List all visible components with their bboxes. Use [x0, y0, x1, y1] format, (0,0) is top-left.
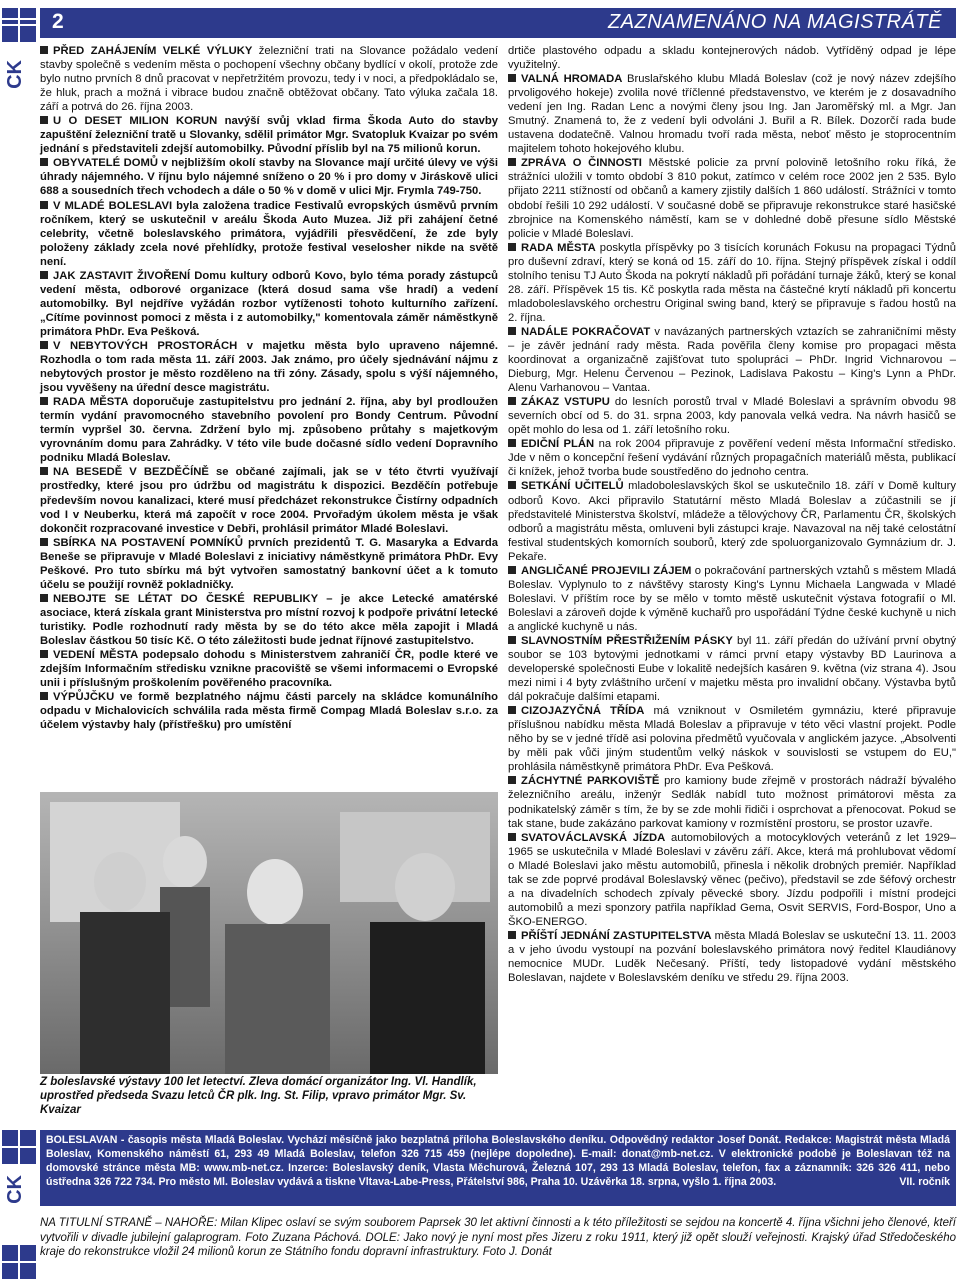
bullet-square-icon: [508, 74, 516, 82]
bullet-square-icon: [40, 467, 48, 475]
news-item-text: do lesních porostů trval v Mladé Boleslavi a správním obvodu 98 severních obcí od 5. do 31. srpna 2003, kdy panovala velká vedra. Na návrh hasičů se opět mohlo do lesa od 1. září letošního roku.: [508, 396, 956, 437]
bullet-square-icon: [508, 439, 516, 447]
news-item: [508, 325, 956, 395]
crosshair-mark-top: [0, 0, 40, 40]
news-item-heading: NADÁLE POKRAČOVAT: [521, 325, 651, 338]
news-item-text: byl 11. září předán do užívání první obytný soubor se 103 bytovými jednotkami v rámci první etapy výstavby BD Laurinova a developerské společnosti Eube v lokalitě nedejších kasáren 9. května (viz strana 4). Jsou mezi nimi i 4 byty zvláštního určení v majetku města pro invalidní občany. Výstavba bytů dál pokračuje dalšími etapami.: [508, 634, 956, 704]
news-item-heading: VALNÁ HROMADA: [521, 73, 623, 86]
bullet-square-icon: [40, 692, 48, 700]
news-item: [508, 704, 956, 774]
news-item-heading: OBYVATELÉ DOMŮ: [53, 157, 158, 170]
news-item-heading: EDIČNÍ PLÁN: [521, 438, 595, 451]
news-item: [40, 465, 498, 535]
news-item-text: v navázaných partnerských vztazích se zahraničními městy – je závěr jednání rady města. Rada pověřila členy komise pro propagaci města koordinovat a organizačně zajišťovat tuto spolupráci – PhDr. Ingrid Vichnarovou – Dieburg, Mgr. Helenu Červenou – Pezinok, Ladislava Pakostu – King's Lynn a PhDr. Alenu Varhanovou – Vantaa.: [508, 325, 956, 395]
news-item-text: mladoboleslavských škol se uskutečnilo 18. září v Domě kultury odborů Kovo. Akci připravilo Statutární město Mladá Boleslav a zúčastnili se jí představitelé Ministerstva školství, mládeže a tělovýchovy ČR, Parlamentu ČR, školských odborů a magistrátu města, omluveni byli zástupci kraje. Navazoval na něj také celostátní festival studentských komorních souborů, který zde spoluorganizovalo Gymnázium dr. J. Pekaře.: [508, 480, 957, 563]
news-item-heading: PŘED ZAHÁJENÍM VELKÉ VÝLUKY: [53, 45, 253, 57]
volume-label: VII. ročník: [899, 1176, 950, 1188]
news-item: [508, 831, 956, 929]
news-item-text: ve formě bezplatného nájmu části parcely na skládce komunálního odpadu v Michalovicích schválila rada města firmě Compag Mladá Boleslav s.r.o. za účelem výstavby haly (přístřešku) pro umístění: [40, 691, 498, 732]
news-item-text: Bruslařského klubu Mladá Boleslav (což je nový název zdejšího prvoligového hokeje) zvolila nové tříčlenné představenstvo, ve kterém je z dosavadního vedení jen Ing. Radan Lenc a novými členy jsou Ing. Jan Jaroměřský ml. a Mgr. Jan Smutný. Znamená to, že z vedení byli odvoláni J. Buřil a R. Bílek. Dozorčí rada bude ustavena dodatečně. Valnou hromadu tvoří rada města, neboť město je stoprocentním majitelem tohoto hokejového klubu.: [508, 73, 956, 156]
news-item: [508, 241, 956, 325]
side-label-top: CK: [4, 60, 26, 89]
right-column: [508, 44, 956, 985]
bullet-square-icon: [40, 341, 48, 349]
bullet-square-icon: [508, 833, 516, 841]
header-bar: [40, 8, 956, 38]
bullet-square-icon: [40, 271, 48, 279]
bullet-square-icon: [508, 636, 516, 644]
photo-illustration: [40, 792, 498, 1074]
masthead-info-box: [40, 1130, 956, 1206]
news-item-text: Městské policie za první polovině letošního roku říká, že strážníci uložili v tomto období 3 810 pokut, zatímco v celém roce 2002 jen 2 535. Bylo přijato 2211 stížností od občanů a kamery zjistily dalších 1 860 událostí. Strážníci v tomto období řešili 10 292 událostí. V současné době se připravuje rekonstrukce staré hasičské zbrojnice na Komenského náměstí, kam se v dohledné době přesune sídlo Městské policie v Mladé Boleslavi.: [508, 157, 956, 240]
news-item: [508, 395, 956, 437]
news-item-text: – je akce Letecké amatérské asociace, která získala grant Ministerstva pro místní rozvoj k podpoře privátní letecké turistiky. Podle rozhodnutí rady města by se do této akce měla zapojit i Mladá Boleslav částkou 50 tisíc Kč. O této záležitosti bude jednat říjnové zastupitelstvo.: [40, 592, 498, 647]
news-item-text: byla založena tradice Festivalů evropských úsměvů prvním ročníkem, který se uskutečnil v areálu Škoda Auto Muzea. Již při zahájení četné celebrity, včetně boleslavského primátora, vyjádřili přesvědčení, že zde byly položeny základy zcela nové přehlídky, protože festival veselosher nikde na světě není.: [40, 199, 499, 268]
news-item-text: doporučuje zastupitelstvu pro jednání 2. října, aby byl prodloužen termín vydání pravomocného stavebního povolení pro Bondy Centrum. Původní termín vypršel 30. června. Zdržení bylo mj. způsobeno průtahy s majetkovým vyrovnáním domu para Zahrádky. V této vile bude dočasné sídlo vedení Dopravního podniku Mladá Boleslav.: [40, 396, 498, 465]
bullet-square-icon: [40, 594, 48, 602]
bullet-square-icon: [508, 776, 516, 784]
page-number: 2: [52, 10, 64, 33]
news-item-text: automobilových a motocyklových veteránů z let 1929–1965 se uskutečnila v Mladé Boleslavi v závěru září. Akce, která má prohlubovat vědomí o Mladé Boleslavi jako městu automobilů, přinesla i několik drobných premiér. Například tak se zde poprvé prodával Boleslavský věnec (pečivo), představil se zde šéfový orchestr a na divadelních schodech zpívaly pěvecké sbory. Jízdu podpořili i místní prodejci automobilů a mezi sponzory patřila například Gema, Osvit SERVIS, Ford-Bospor, Uno a ŠKO-ENERGO.: [508, 831, 956, 928]
news-item: [40, 44, 498, 114]
news-item: [508, 156, 956, 240]
corner-squares-bottom: [2, 1245, 38, 1281]
news-item-heading: RADA MĚSTA: [53, 396, 129, 409]
news-item-text: se občané zajímali, jak se v této čtvrti využívají prostředky, které jsou pro údržbu od magistrátu k dispozici. Bezděčín potřebuje především novou kanalizaci, které musí předcházet rekonstrukce Čistírny odpadních vod I v Neuberku, která má započít v roce 2004. Prvořadým úkolem města je však dokončit rozpracované investice v Debři, prohlásil primátor Mladé Boleslavi.: [40, 466, 499, 535]
news-item-heading: PŘÍŠTÍ JEDNÁNÍ ZASTUPITELSTVA: [521, 929, 712, 942]
corner-squares-mid: [2, 1130, 38, 1166]
news-item: [508, 929, 956, 985]
cover-caption: NA TITULNÍ STRANĚ – NAHOŘE: Milan Klipec oslaví se svým souborem Paprsek 30 let aktivní činnosti a k této příležitosti se sejdou na koncertě 4. října všichni jeho členové, kteří vytvořili v divadle jubilejní galaprogram. Foto Zuzana Páchová. DOLE: Jako nový je nyní most přes Jizeru z roku 1911, který již opět slouží veřejnosti. Krajský úřad Středočeského kraje do rekonstrukce vložil 24 milionů korun ze Státního fondu dopravní infrastruktury. Foto J. Donát: [40, 1217, 956, 1258]
news-item-text: podepsalo dohodu s Ministerstvem zahraničí ČR, podle které ve zdejším Informačním středisku vznikne pracoviště se všemi informacemi o Evropské unii i příslušným proškolením pověřeného pracovníka.: [40, 649, 498, 690]
news-item: [40, 156, 498, 198]
news-item: [40, 395, 498, 465]
news-item-text: drtiče plastového odpadu a skladu kontejnerových nádob. Vytříděný odpad je lépe využitelný.: [508, 45, 956, 72]
news-item-heading: V MLADÉ BOLESLAVI: [53, 199, 173, 212]
news-item-text: o pokračování partnerských vztahů s městem Mladá Boleslav. Vyplynulo to z návštěvy starosty King's Lynnu Michaela Langwada v Mladé Boleslavi. V příštím roce by se mělo v tomto městě uskutečnit výstava fotografií o Ml. Boleslavi a zároveň dojde k výměně kuchařů pro uspořádání Týdne české kuchyně u nich a anglické kuchyně u nás.: [508, 564, 956, 633]
news-item: [508, 479, 956, 563]
news-item: [508, 44, 956, 72]
news-item-heading: CIZOJAZYČNÁ TŘÍDA: [521, 705, 645, 718]
masthead-text: BOLESLAVAN - časopis města Mladá Boleslav. Vychází měsíčně jako bezplatná příloha Boleslavského deníku. Odpovědný redaktor Josef Donát. Redakce: Magistrát města Mladá Boleslav, Komenského náměstí 61, 293 49 Mladá Boleslav, telefon 326 715 459 (nejlépe dopoledne). E-mail: donat@mb-net.cz. V elektronické podobě je Boleslavan též na domovské stránce města MB: www.mb-net.cz. Inzerce: Boleslavský deník, Vlasta Měchurová, Železná 107, 293 13 Mladá Boleslav, telefon, fax a záznamník: 326 326 411, nebo ústředna 326 722 734. Pro město Ml. Boleslav vydává a tiskne Vltava-Labe-Press, Přátelství 986, Praha 10. Uzávěrka 18. srpna, vyšlo 1. října 2003.: [46, 1134, 950, 1188]
news-item-text: navýší svůj vklad firma Škoda Auto do stavby zapuštění železniční tratě u Slovanky, sdělil primátor Mgr. Svatopluk Kvaizar po svém jednání s představiteli zdejší automobilky. Původní příslib byl na 75 milionů korun.: [40, 115, 498, 156]
news-item-heading: NEBOJTE SE LÉTAT DO ČESKÉ REPUBLIKY: [53, 592, 318, 605]
news-item-heading: SBÍRKA NA POSTAVENÍ POMNÍKŮ: [53, 536, 243, 549]
news-item: [40, 269, 498, 339]
bullet-square-icon: [40, 201, 48, 209]
news-item-heading: VEDENÍ MĚSTA: [53, 649, 138, 662]
news-item: [40, 648, 498, 690]
news-item-text: města Mladá Boleslav se uskuteční 13. 11. 2003 a v jeho úvodu vystoupí na pozvání boleslavského primátora nový ředitel Klaudiánovy nemocnice MUDr. Luděk Nečesaný. Příští, tedy listopadové vydání městského Boleslavan, najdete v Boleslavském deníku ve středu 29. října 2003.: [508, 929, 956, 985]
photo-caption: Z boleslavské výstavy 100 let letectví. Zleva domácí organizátor Ing. Vl. Handlík, uprostřed předseda Svazu letců ČR plk. Ing. St. Filip, vpravo primátor Mgr. Sv. Kvaizar: [40, 1076, 477, 1116]
side-label-bottom: CK: [4, 1175, 26, 1204]
bullet-square-icon: [508, 566, 516, 574]
bullet-square-icon: [508, 931, 516, 939]
news-item-heading: SVATOVÁCLAVSKÁ JÍZDA: [521, 831, 666, 844]
bullet-square-icon: [508, 243, 516, 251]
news-item-heading: U O DESET MILION KORUN: [53, 115, 218, 128]
news-item-heading: JAK ZASTAVIT ŽIVOŘENÍ: [53, 269, 191, 282]
bullet-square-icon: [40, 116, 48, 124]
news-item-heading: NA BESEDĚ V BEZDĚČÍNĚ: [53, 466, 209, 479]
bullet-square-icon: [40, 538, 48, 546]
news-item-text: železniční trati na Slovance požádalo vedení stavby společně s vedením města o pochopení všechny občany bydlící v okolí, protože zde bylo nutno prvních 8 dnů pracovat v nepřetržitém provozu, tedy i v noci, a předpokládalo se, že hluk, prach a možná i vibrace budou značně obtěžovat občany. Tato výluka začala 18. září a potrvá do 26. října 2003.: [40, 45, 498, 114]
news-item-heading: VÝPŮJČKU: [53, 691, 115, 704]
news-item-text: v nejbližším okolí stavby na Slovance mají určité úlevy ve výši úhrady nájemného. V říjnu bylo nájemné sníženo o 20 % i pro domy v Jiráskově ulici 688 a sousedních třech vchodech a dále o 50 % v domě v ulici Mjr. Frymla 749-750.: [40, 157, 498, 198]
news-item-heading: ZÁCHYTNÉ PARKOVIŠTĚ: [521, 775, 660, 788]
news-item-heading: V NEBYTOVÝCH PROSTORÁCH: [53, 339, 238, 352]
bullet-square-icon: [508, 327, 516, 335]
news-item-heading: SLAVNOSTNÍM PŘESTŘIŽENÍM PÁSKY: [521, 634, 733, 647]
bullet-square-icon: [508, 158, 516, 166]
left-column: [40, 44, 498, 732]
news-item-heading: SETKÁNÍ UČITELŮ: [521, 480, 624, 493]
news-item-text: má vzniknout v Osmiletém gymnáziu, které připravuje příslušnou nabídku města Mladá Boleslav a připravuje v této věci vlastní projekt. Podle něho by se v jedné třídě asi polovina předmětů vyučovala v anglickém jazyce. „Absolventi by měli pak vůči jiným studentům velký náskok v souvislosti se vstupem do EU," prohlásila náměstkyně primátora PhDr. Eva Pešková.: [508, 705, 957, 774]
news-item: [40, 536, 498, 592]
bullet-square-icon: [40, 158, 48, 166]
news-item: [508, 72, 956, 156]
news-item: [40, 339, 498, 395]
bullet-square-icon: [508, 706, 516, 714]
bullet-square-icon: [508, 397, 516, 405]
news-item-heading: ZÁKAZ VSTUPU: [521, 396, 610, 409]
news-item-text: poskytla příspěvky po 3 tisících korunách Fokusu na propagaci Týdnů pro duševní zdraví, který se koná od 15. září do 10. října. Stejný příspěvek získal i oddíl stolního tenisu TJ Auto Škoda na pokrytí nákladů při pořádání turnaje žáků, který se konal 28. září. Příspěvek 15 tis. Kč poskytla rada města na částečné krytí nákladů při koncertu mladoboleslavského orchestru Original swing band, který se připravuje s řadou hostů na 2. října.: [508, 241, 956, 324]
exhibition-photo: [40, 792, 498, 1074]
news-item: [40, 199, 498, 269]
news-item: [40, 592, 498, 648]
news-item: [508, 634, 956, 704]
news-item-text: na rok 2004 připravuje z pověření vedení města Informační středisko. Jde v něm o koncepční řešení vydávání různých propagačních materiálů města, publikací či knížek, jehož tvorba bude soustředěno do jednoho centra.: [508, 438, 956, 479]
news-item: [508, 437, 956, 479]
news-item: [508, 564, 956, 634]
news-item: [508, 774, 956, 830]
news-item-text: v majetku města bylo upraveno nájemné. Rozhodla o tom rada města 11. září 2003. Jak známo, pro účely sjednávání nájmu z nebytových prostor je město rozděleno na tři zóny. Zásady, spolu s výší nájemného, jsou vyvěšeny na úřední desce magistrátu.: [40, 339, 498, 395]
news-item: [40, 690, 498, 732]
bullet-square-icon: [508, 481, 516, 489]
news-item-heading: ZPRÁVA O ČINNOSTI: [521, 157, 642, 170]
news-item-heading: ANGLIČANÉ PROJEVILI ZÁJEM: [521, 564, 692, 577]
news-item-heading: RADA MĚSTA: [521, 241, 596, 254]
news-item: [40, 114, 498, 156]
news-item-text: Domu kultury odborů Kovo, bylo téma porady zástupců vedení města, odborové organizace (která dosud sama vše hradí) a vedení automobilky. Byl nejdříve vyžádán rozbor vytíženosti tohoto kulturního zařízení. „Cítíme povinnost pomoci z města i z automobilky," komentovala záměr náměstkyně primátora PhDr. Eva Pešková.: [40, 269, 498, 338]
news-item-text: prvních prezidentů T. G. Masaryka a Edvarda Beneše se připravuje v Mladé Boleslavi z iniciativy náměstkyně primátora PhDr. Evy Peškové. Pro tuto sbírku má být vytvořen samostatný bankovní účet a k tomuto účelu se použijí rovněž pokladničky.: [40, 536, 498, 591]
bullet-square-icon: [40, 46, 48, 54]
section-title: ZAZNAMENÁNO NA MAGISTRÁTĚ: [607, 11, 942, 33]
bullet-square-icon: [40, 650, 48, 658]
news-item-text: pro kamiony bude zřejmě v prostorách nádraží bývalého železničního areálu, inženýr Sedlák nabídl tuto možnost primátorovi města za podnikatelský záměr s tím, že by se zde mohli řidiči i osprchovat a přenocovat. Pokud se tak stane, bude zakázáno parkovat kamiony v rozmístění prostoru, se prostor uzavře.: [508, 775, 956, 830]
bullet-square-icon: [40, 397, 48, 405]
